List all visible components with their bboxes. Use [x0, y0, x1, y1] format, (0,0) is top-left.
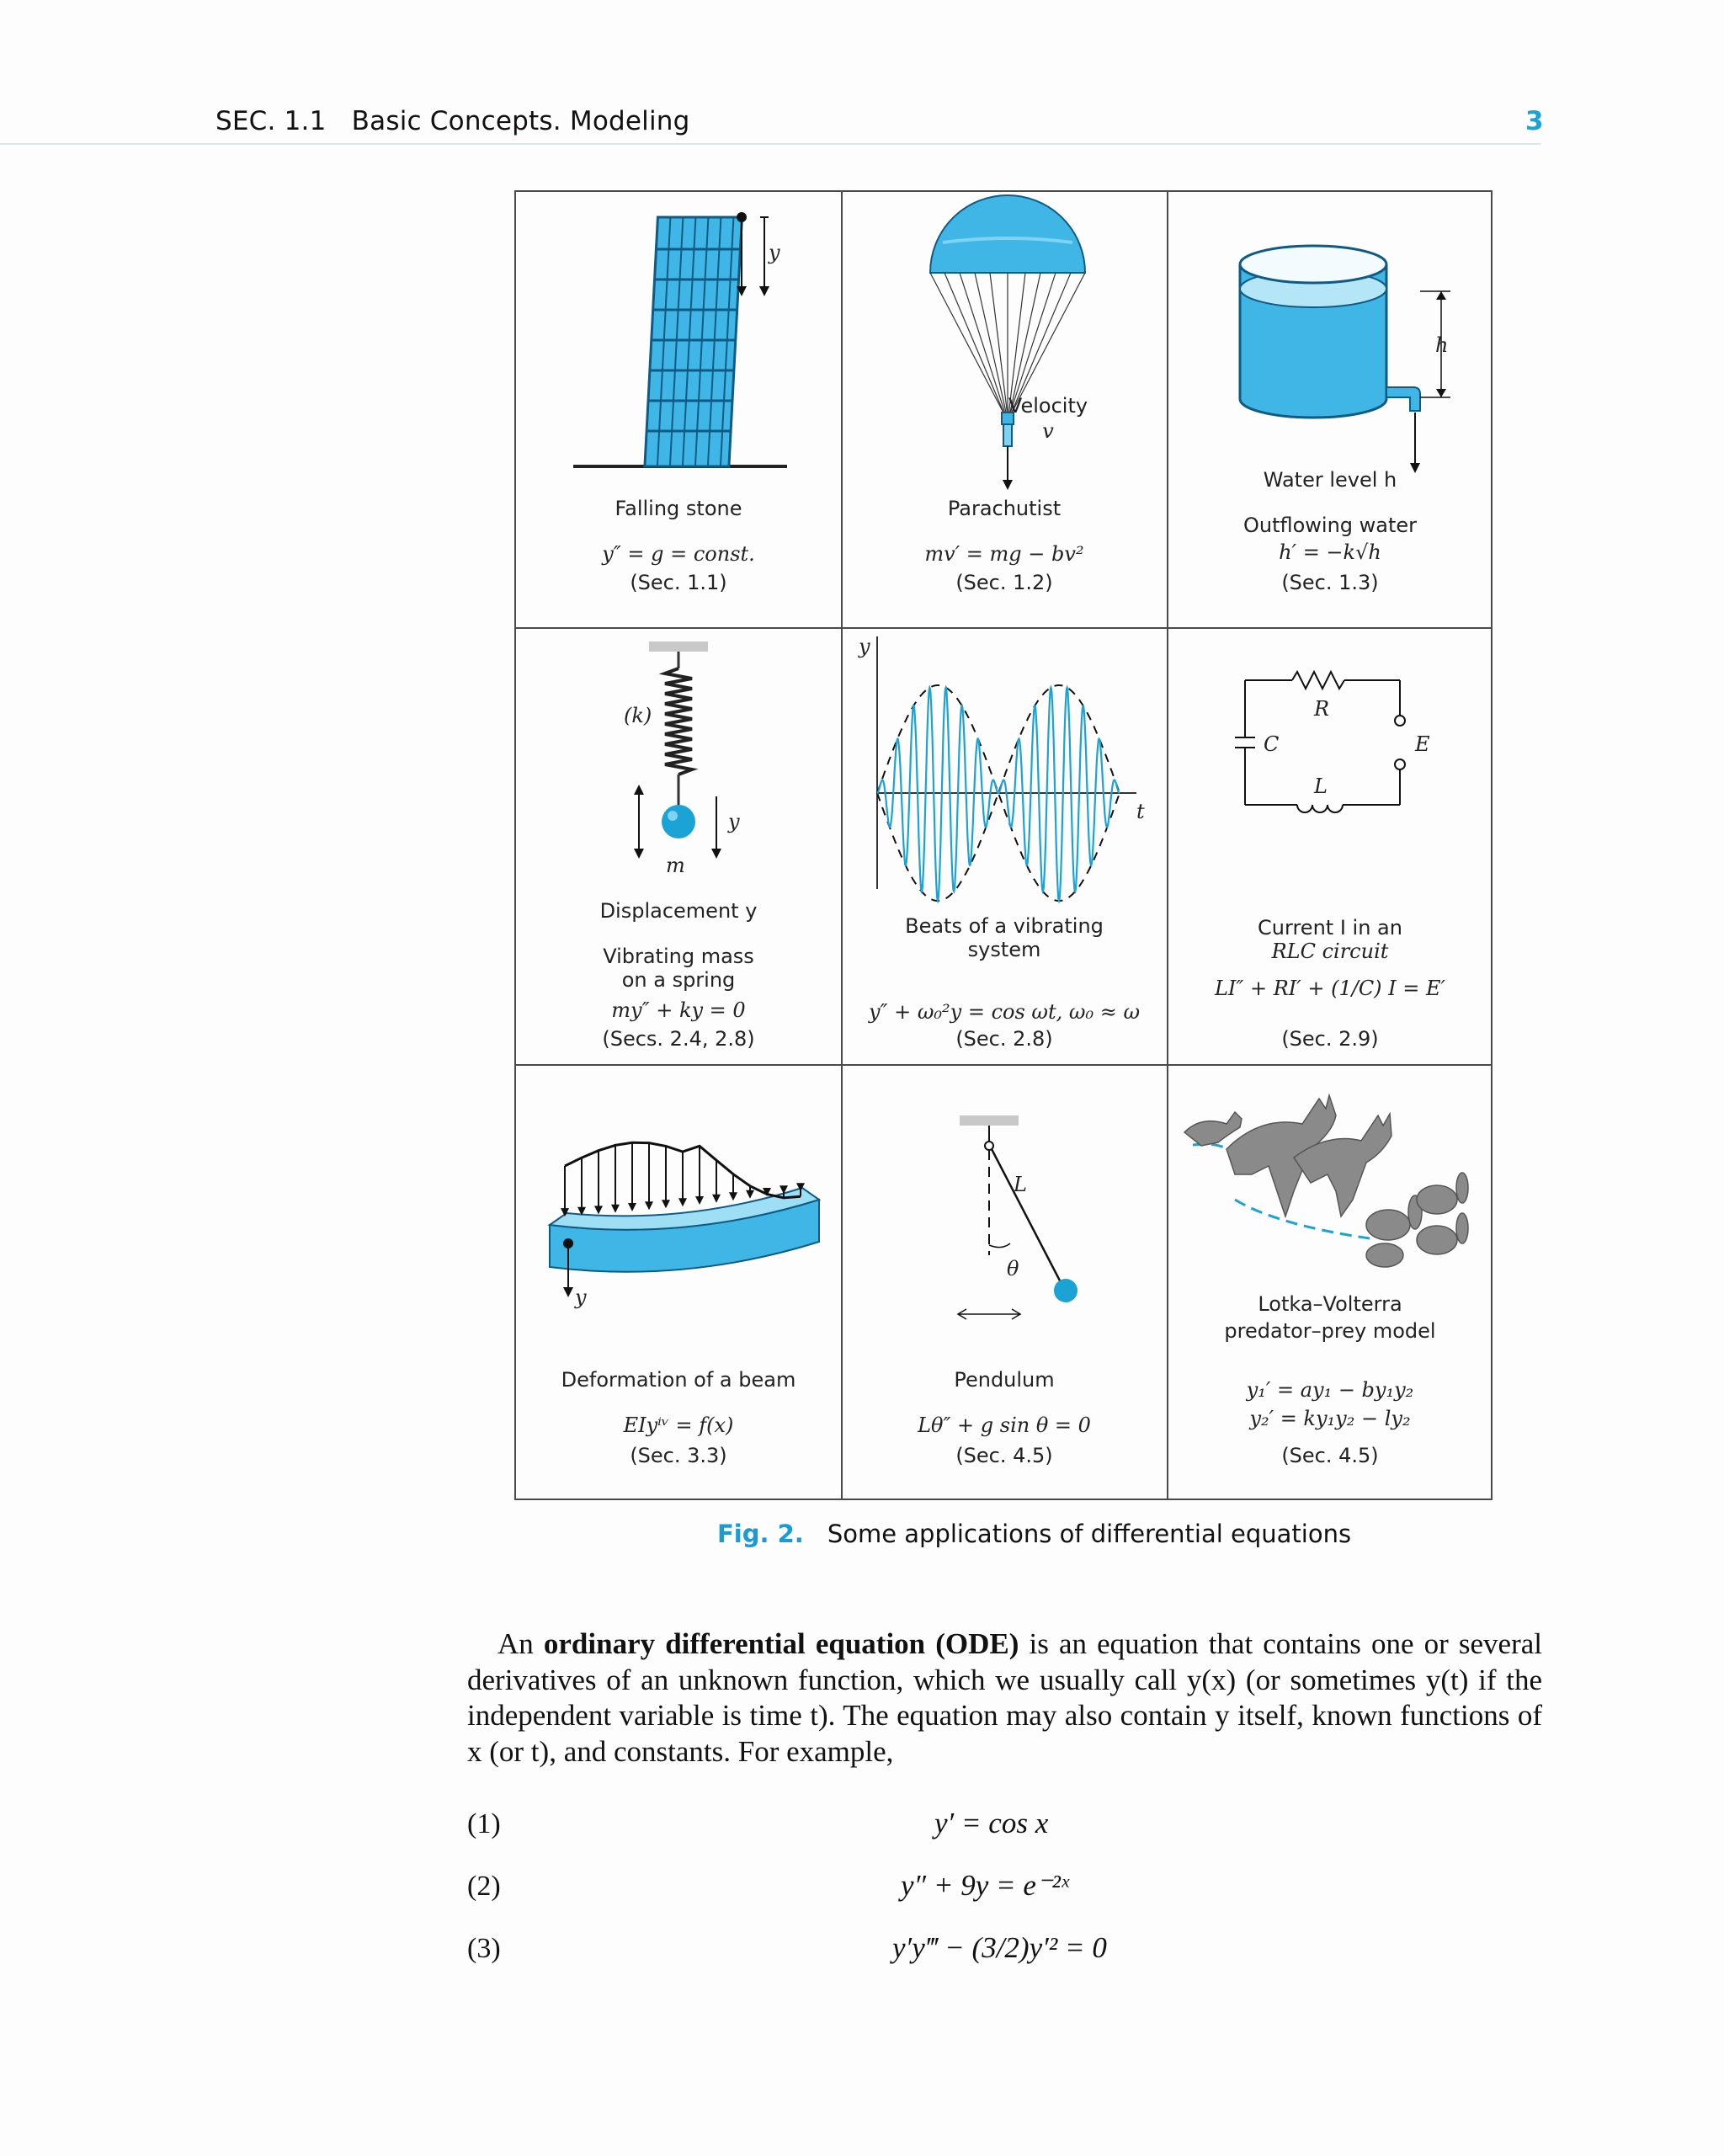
label-v: v — [1042, 419, 1054, 443]
figure-caption — [717, 1520, 1351, 1548]
running-header — [0, 99, 1544, 145]
label-L: L — [1314, 775, 1328, 798]
caption-predator-prey: predator–prey model — [1224, 1319, 1436, 1343]
ref-beats: (Sec. 2.8) — [955, 1027, 1053, 1051]
equation-falling-stone: y″ = g = const. — [602, 542, 755, 566]
ref-water: (Sec. 1.3) — [1281, 571, 1379, 594]
body-paragraph: An ordinary differential equation (ODE) is an equation that contains one or several derivatives of an unknown function, which we usually call y(x) (or sometimes y(t) if the independent variable is time t). The equation may also contain y itself, known functions of x (or t), and constants. For example, — [467, 1627, 1542, 1768]
equation-number-2: (2) — [467, 1871, 501, 1902]
equation-lotka-2: y₂′ = ky₁y₂ − ly₂ — [1249, 1407, 1411, 1430]
figure-caption-text: Some applications of differential equations — [827, 1520, 1352, 1548]
equation-rlc: LI″ + RI′ + (1/C) I = E′ — [1214, 977, 1445, 1000]
section-title: SEC. 1.1 Basic Concepts. Modeling — [216, 106, 690, 136]
label-t: t — [1136, 800, 1145, 823]
label-y: y — [769, 241, 780, 264]
figure-label: Fig. 2. — [717, 1520, 804, 1548]
cell-water-tank — [1168, 192, 1493, 627]
equation-3: y′y‴ − (3/2)y′² = 0 — [892, 1931, 1107, 1964]
label-y: y — [728, 810, 740, 833]
cell-falling-stone — [516, 192, 841, 627]
equation-number-3: (3) — [467, 1933, 501, 1964]
cell-beats — [842, 628, 1167, 1063]
cell-beam — [516, 1065, 841, 1500]
caption-beam: Deformation of a beam — [561, 1368, 796, 1392]
caption-system: system — [967, 938, 1041, 961]
equation-number-1: (1) — [467, 1808, 501, 1839]
pendulum-illustration — [842, 1065, 1167, 1326]
equation-beam: EIyⁱᵛ = f(x) — [623, 1413, 734, 1437]
parachute-illustration — [842, 192, 1167, 495]
caption-beats: Beats of a vibrating — [905, 914, 1104, 938]
equation-2: y″ + 9y = e⁻²ˣ — [901, 1869, 1069, 1902]
equation-pendulum: Lθ″ + g sin θ = 0 — [918, 1413, 1091, 1437]
caption-falling-stone: Falling stone — [615, 497, 742, 520]
label-theta: θ — [1007, 1257, 1019, 1280]
caption-outflowing-water: Outflowing water — [1242, 514, 1418, 537]
predator-prey-illustration — [1168, 1065, 1493, 1301]
ref-pendulum: (Sec. 4.5) — [955, 1444, 1053, 1467]
caption-lotka-volterra: Lotka–Volterra — [1258, 1292, 1402, 1316]
label-E: E — [1415, 732, 1430, 756]
label-R: R — [1314, 697, 1330, 721]
spring-illustration — [516, 628, 841, 881]
cell-parachutist — [842, 192, 1167, 627]
label-h: h — [1435, 333, 1449, 357]
ref-beam: (Sec. 3.3) — [630, 1444, 727, 1467]
ref-spring: (Secs. 2.4, 2.8) — [602, 1027, 755, 1051]
equation-water: h′ = −k√h — [1279, 540, 1381, 564]
ref-falling-stone: (Sec. 1.1) — [630, 571, 727, 594]
ref-rlc: (Sec. 2.9) — [1281, 1027, 1379, 1051]
caption-displacement: Displacement y — [599, 899, 758, 923]
equation-1: y′ = cos x — [934, 1807, 1049, 1839]
tower-illustration — [516, 192, 841, 478]
caption-water-level: Water level h — [1263, 468, 1397, 492]
equation-beats: y″ + ω₀²y = cos ωt, ω₀ ≈ ω — [868, 1000, 1141, 1024]
caption-parachutist: Parachutist — [947, 497, 1062, 520]
label-velocity: Velocity — [1008, 394, 1088, 418]
term-ode: ordinary differential equation (ODE) — [543, 1627, 1019, 1660]
caption-rlc: RLC circuit — [1271, 940, 1389, 963]
cell-pendulum — [842, 1065, 1167, 1500]
label-L: L — [1014, 1173, 1027, 1196]
label-y: y — [575, 1286, 587, 1309]
rlc-circuit — [1168, 628, 1493, 864]
ref-lotka: (Sec. 4.5) — [1281, 1444, 1379, 1467]
tank-illustration — [1168, 192, 1493, 478]
caption-vibrating-mass: Vibrating mass — [603, 945, 754, 968]
page-number: 3 — [1525, 106, 1544, 136]
caption-current: Current I in an — [1258, 916, 1402, 940]
caption-pendulum: Pendulum — [954, 1368, 1055, 1392]
caption-on-a-spring: on a spring — [621, 968, 736, 992]
cell-lotka-volterra — [1168, 1065, 1493, 1500]
beam-illustration — [516, 1065, 841, 1318]
ref-parachutist: (Sec. 1.2) — [955, 571, 1053, 594]
beats-plot — [842, 628, 1167, 906]
equation-lotka-1: y₁′ = ay₁ − by₁y₂ — [1246, 1378, 1414, 1402]
cell-rlc — [1168, 628, 1493, 1063]
label-k: (k) — [624, 704, 652, 727]
equation-parachutist: mv′ = mg − bv² — [924, 542, 1084, 566]
label-C: C — [1264, 732, 1280, 756]
figure-grid — [514, 190, 1493, 1500]
cell-spring — [516, 628, 841, 1063]
label-y: y — [859, 635, 870, 658]
label-m: m — [666, 854, 685, 877]
equation-spring: my″ + ky = 0 — [611, 998, 746, 1022]
